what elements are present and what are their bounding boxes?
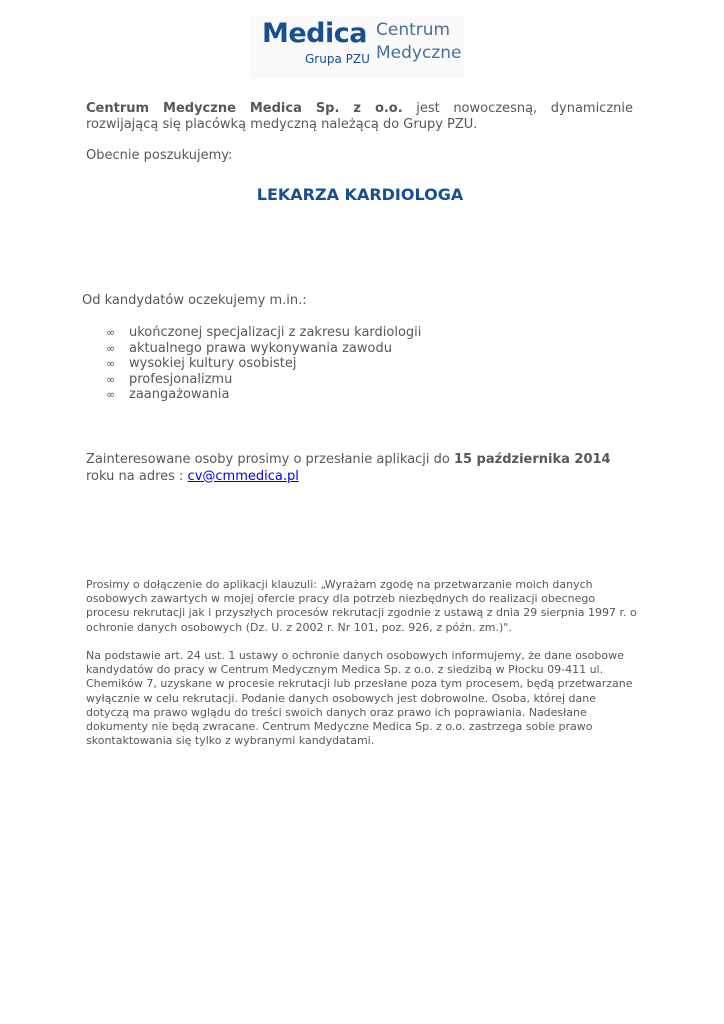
logo-line1: Centrum (376, 20, 451, 40)
logo-brand: Medica (262, 18, 367, 49)
email-link[interactable]: cv@cmmedica.pl (187, 468, 299, 484)
medica-logo (250, 16, 464, 78)
consent-clause: Prosimy o dołączenie do aplikacji klauzuli: „Wyrażam zgodę na przetwarzanie moich danych osobowych zawartych w mojej ofercie pracy dla potrzeb niezbędnych do realizacji obecnego procesu rekrutacji jak i przyszłych procesów rekrutacji zgodnie z ustawą z dnia 29 sierpnia 1997 r. o ochronie danych osobowych (Dz. U. z 2002 r. Nr 101, poz. 926, z późn. zm.)". (86, 578, 637, 634)
infinity-bullet-icon: ∞ (106, 326, 116, 339)
application-paragraph: Zainteresowane osoby prosimy o przesłanie aplikacji do 15 października 2014 roku na adres : cv@cmmedica.pl (86, 452, 611, 484)
list-item: ∞ aktualnego prawa wykonywania zawodu (106, 340, 392, 356)
requirements-list (106, 325, 421, 403)
list-item: ∞ ukończonej specjalizacji z zakresu kardiologii (106, 325, 422, 340)
infinity-bullet-icon: ∞ (106, 388, 116, 401)
expectations-heading: Od kandydatów oczekujemy m.in.: (82, 293, 307, 308)
data-protection-notice: Na podstawie art. 24 ust. 1 ustawy o ochronie danych osobowych informujemy, że dane osobowe kandydatów do pracy w Centrum Medycznym Medica Sp. z o.o. z siedzibą w Płocku 09-411 ul. Chemików 7, uzyskane w procesie rekrutacji lub przesłane poza tym procesem, będą przetwarzane wyłącznie w celu rekrutacji. Podanie danych osobowych jest dobrowolne. Osoba, której dane dotyczą ma prawo wglądu do treści swoich danych oraz prawo ich poprawiania. Nadesłane dokumenty nie będą zwracane. Centrum Medyczne Medica Sp. z o.o. zastrzega sobie prawo skontaktowania się tylko z wybranymi kandydatami. (86, 649, 633, 748)
infinity-bullet-icon: ∞ (106, 341, 116, 355)
list-item: ∞ wysokiej kultury osobistej (106, 356, 297, 371)
position-title: LEKARZA KARDIOLOGA (256, 185, 464, 204)
logo-line2: Medyczne (376, 43, 462, 63)
intro-text: jest nowoczesną, dynamicznie rozwijającą się placówką medyczną należącą do Grupy PZU. (86, 101, 634, 132)
company-name: Centrum Medyczne Medica Sp. z o.o. (86, 101, 403, 116)
logo-group: Grupa PZU (305, 52, 370, 66)
infinity-bullet-icon: ∞ (106, 357, 116, 370)
intro-paragraph (86, 101, 633, 133)
list-item: ∞ zaangażowania (106, 387, 230, 402)
list-item: ∞ profesjonalizmu (106, 371, 233, 387)
deadline-date: 15 października 2014 (453, 452, 611, 467)
seeking-label: Obecnie poszukujemy: (86, 148, 233, 163)
infinity-bullet-icon: ∞ (106, 372, 116, 386)
